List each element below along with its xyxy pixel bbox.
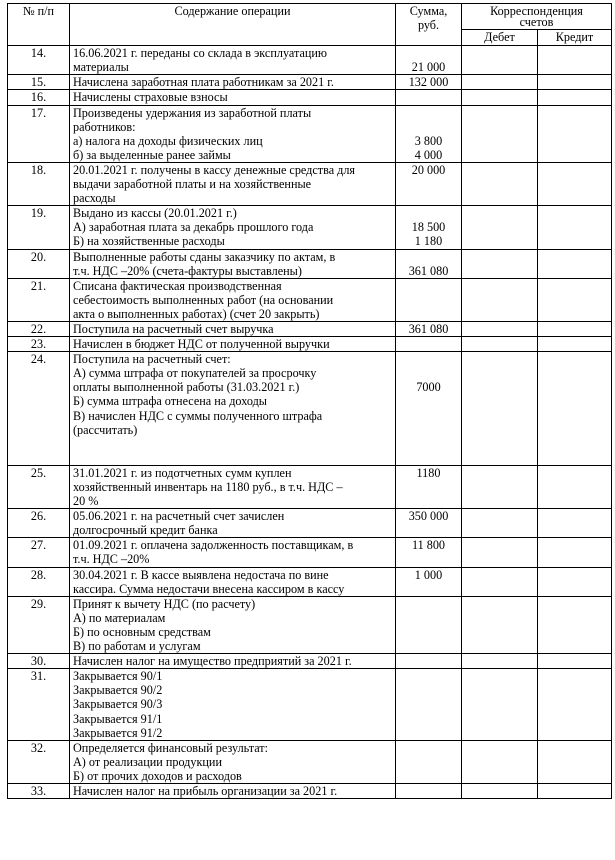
credit-cell[interactable] — [538, 162, 612, 205]
row-number: 32. — [8, 740, 70, 783]
header-number — [8, 4, 70, 46]
sum-line: 7000 — [416, 380, 441, 395]
credit-cell[interactable] — [538, 278, 612, 321]
operation-description — [70, 337, 396, 352]
row-number: 16. — [8, 90, 70, 105]
operation-line: Б) сумма штрафа отнесена на доходы — [73, 394, 267, 409]
sum-line — [399, 480, 458, 494]
credit-cell[interactable] — [538, 740, 612, 783]
sum-line — [399, 177, 458, 191]
sum-line: 1 180 — [414, 234, 443, 249]
header-corr-line2: счетов — [519, 15, 554, 30]
credit-cell[interactable] — [538, 75, 612, 90]
header-sum-line2: руб. — [417, 18, 440, 33]
operation-sum — [396, 567, 462, 596]
operation-sum — [396, 90, 462, 105]
header-correspondence — [462, 4, 612, 30]
operation-line: Начислен налог на прибыль организации за 2021 г. — [73, 783, 338, 798]
operation-line: оплаты выполненной работы (31.03.2021 г.) — [73, 380, 300, 395]
sum-line: 11 800 — [411, 538, 446, 553]
header-debit-label: Дебет — [484, 30, 515, 45]
table-row — [8, 90, 612, 105]
table-row — [8, 352, 612, 466]
credit-cell[interactable] — [538, 465, 612, 508]
operation-description — [70, 740, 396, 783]
operation-line: кассира. Сумма недостачи внесена кассиром в кассу — [73, 581, 345, 596]
operation-description — [70, 596, 396, 653]
sum-line — [399, 769, 458, 783]
operation-line: работников: — [73, 119, 136, 134]
debit-cell[interactable] — [462, 654, 538, 669]
table-body — [8, 46, 612, 799]
credit-cell[interactable] — [538, 249, 612, 278]
operation-line: А) по материалам — [73, 610, 166, 625]
sum-line — [399, 683, 458, 697]
operation-line: расходы — [73, 191, 116, 206]
operation-description — [70, 669, 396, 740]
operation-description — [70, 249, 396, 278]
row-number: 33. — [8, 783, 70, 798]
operation-description — [70, 538, 396, 567]
debit-cell[interactable] — [462, 596, 538, 653]
operation-line: б) за выделенные ранее займы — [73, 147, 231, 162]
table-row — [8, 321, 612, 336]
credit-cell[interactable] — [538, 352, 612, 466]
operation-line: Поступила на расчетный счет выручка — [73, 321, 274, 336]
operation-line: В) начислен НДС с суммы полученного штрафа — [73, 408, 323, 423]
sum-line: 18 500 — [411, 220, 446, 235]
sum-line: 4 000 — [414, 147, 443, 162]
operation-line: 05.06.2021 г. на расчетный счет зачислен — [73, 509, 285, 524]
credit-cell[interactable] — [538, 206, 612, 249]
debit-cell[interactable] — [462, 105, 538, 162]
debit-cell[interactable] — [462, 669, 538, 740]
operation-line: а) налога на доходы физических лиц — [73, 133, 263, 148]
sum-line — [399, 755, 458, 769]
sum-line — [399, 120, 458, 134]
operation-line: Списана фактическая производственная — [73, 278, 282, 293]
operation-sum — [396, 740, 462, 783]
debit-cell[interactable] — [462, 352, 538, 466]
sum-line: 1 000 — [414, 567, 443, 582]
operation-line: 20 % — [73, 494, 99, 509]
operation-description — [70, 783, 396, 798]
operation-line: Закрывается 91/1 — [73, 711, 163, 726]
sum-line — [399, 191, 458, 205]
debit-cell[interactable] — [462, 249, 538, 278]
operation-line: выдачи заработной платы и на хозяйственные — [73, 177, 312, 192]
header-sum — [396, 4, 462, 46]
sum-line — [399, 611, 458, 625]
credit-cell[interactable] — [538, 596, 612, 653]
sum-line — [399, 409, 458, 423]
operation-sum — [396, 162, 462, 205]
sum-line: 350 000 — [408, 509, 449, 524]
sum-line — [399, 523, 458, 537]
operation-sum — [396, 669, 462, 740]
operation-line: 16.06.2021 г. переданы со склада в эксплуатацию — [73, 46, 328, 61]
row-number: 14. — [8, 46, 70, 75]
sum-line — [399, 307, 458, 321]
operation-sum — [396, 596, 462, 653]
table-row — [8, 465, 612, 508]
operation-description — [70, 278, 396, 321]
header-content-label: Содержание операции — [174, 4, 291, 18]
operation-sum — [396, 337, 462, 352]
debit-cell[interactable] — [462, 162, 538, 205]
sum-line — [399, 741, 458, 755]
operation-description — [70, 105, 396, 162]
sum-line — [399, 582, 458, 596]
sum-line — [399, 394, 458, 408]
debit-cell[interactable] — [462, 567, 538, 596]
sum-line — [399, 552, 458, 566]
header-credit — [538, 30, 612, 46]
debit-cell[interactable] — [462, 509, 538, 538]
debit-cell[interactable] — [462, 206, 538, 249]
header-debit — [462, 30, 538, 46]
operation-sum — [396, 249, 462, 278]
sum-line — [399, 597, 458, 611]
operation-description — [70, 567, 396, 596]
credit-cell[interactable] — [538, 509, 612, 538]
operation-line: 30.04.2021 г. В кассе выявлена недостача по вине — [73, 567, 329, 582]
operation-line: Начислен в бюджет НДС от полученной выручки — [73, 337, 330, 352]
operation-line — [73, 437, 392, 451]
table-row — [8, 162, 612, 205]
header-credit-label: Кредит — [555, 30, 594, 45]
table-row — [8, 46, 612, 75]
row-number: 31. — [8, 669, 70, 740]
debit-cell[interactable] — [462, 90, 538, 105]
sum-line — [399, 625, 458, 639]
operation-line: Закрывается 90/1 — [73, 669, 163, 684]
credit-cell[interactable] — [538, 105, 612, 162]
operation-sum — [396, 75, 462, 90]
operation-sum — [396, 206, 462, 249]
operation-line: т.ч. НДС –20% — [73, 552, 150, 567]
credit-cell[interactable] — [538, 321, 612, 336]
table-row — [8, 75, 612, 90]
sum-line: 20 000 — [411, 162, 446, 177]
operation-line: А) от реализации продукции — [73, 754, 222, 769]
operation-line: хозяйственный инвентарь на 1180 руб., в т.ч. НДС – — [73, 480, 343, 494]
sum-line — [399, 784, 458, 798]
operation-line: А) заработная плата за декабрь прошлого года — [73, 220, 314, 235]
row-number: 20. — [8, 249, 70, 278]
row-number: 28. — [8, 567, 70, 596]
sum-line: 3 800 — [414, 133, 443, 148]
sum-line — [399, 337, 458, 351]
debit-cell[interactable] — [462, 465, 538, 508]
row-number: 29. — [8, 596, 70, 653]
operation-line: А) сумма штрафа от покупателей за просрочку — [73, 366, 317, 381]
row-number: 21. — [8, 278, 70, 321]
operation-line: Б) на хозяйственные расходы — [73, 234, 225, 249]
sum-line — [399, 726, 458, 740]
sum-line — [399, 206, 458, 220]
credit-cell[interactable] — [538, 567, 612, 596]
operation-description — [70, 46, 396, 75]
table-row — [8, 105, 612, 162]
row-number: 25. — [8, 465, 70, 508]
sum-line — [399, 451, 458, 465]
row-number: 22. — [8, 321, 70, 336]
debit-cell[interactable] — [462, 75, 538, 90]
sum-line — [399, 639, 458, 653]
operation-line: 20.01.2021 г. получены в кассу денежные средства для — [73, 162, 356, 177]
operation-line: Поступила на расчетный счет: — [73, 352, 231, 367]
operation-line: Произведены удержания из заработной платы — [73, 105, 312, 120]
credit-cell[interactable] — [538, 337, 612, 352]
table-row — [8, 249, 612, 278]
sum-line — [399, 669, 458, 683]
sum-line — [399, 366, 458, 380]
sum-line — [399, 90, 458, 104]
credit-cell[interactable] — [538, 669, 612, 740]
operation-line — [73, 451, 392, 465]
operation-line: материалы — [73, 60, 129, 75]
operation-line: себестоимость выполненных работ (на основании — [73, 292, 334, 307]
sum-line — [399, 279, 458, 293]
operation-line: Выполненные работы сданы заказчику по актам, в — [73, 249, 336, 264]
table-row — [8, 337, 612, 352]
row-number: 30. — [8, 654, 70, 669]
table-row — [8, 740, 612, 783]
row-number: 17. — [8, 105, 70, 162]
operation-description — [70, 75, 396, 90]
table-row — [8, 783, 612, 798]
operation-description — [70, 352, 396, 466]
operation-sum — [396, 46, 462, 75]
operation-sum — [396, 321, 462, 336]
operation-description — [70, 206, 396, 249]
header-content — [70, 4, 396, 46]
operation-line: долгосрочный кредит банка — [73, 523, 218, 538]
operation-line: В) по работам и услугам — [73, 639, 201, 654]
sum-line: 1180 — [416, 465, 441, 480]
table-row — [8, 669, 612, 740]
sum-line — [399, 293, 458, 307]
operation-line: т.ч. НДС –20% (счета-фактуры выставлены) — [73, 263, 302, 278]
sum-line — [399, 654, 458, 668]
sum-line — [399, 250, 458, 264]
row-number: 26. — [8, 509, 70, 538]
sum-line — [399, 423, 458, 437]
credit-cell[interactable] — [538, 783, 612, 798]
table-row — [8, 509, 612, 538]
operation-line: (рассчитать) — [73, 422, 138, 437]
header-number-label: № п/п — [22, 4, 55, 18]
header-sum-line1: Сумма, — [409, 4, 448, 18]
sum-line — [399, 106, 458, 120]
operation-sum — [396, 783, 462, 798]
header-corr-line1: Корреспонденция — [490, 4, 583, 18]
debit-cell[interactable] — [462, 278, 538, 321]
row-number: 23. — [8, 337, 70, 352]
operation-sum — [396, 105, 462, 162]
row-number: 24. — [8, 352, 70, 466]
credit-cell[interactable] — [538, 90, 612, 105]
operation-sum — [396, 509, 462, 538]
operation-line: Б) от прочих доходов и расходов — [73, 768, 242, 783]
operation-line: 01.09.2021 г. оплачена задолженность поставщикам, в — [73, 538, 354, 553]
sum-line: 361 080 — [408, 321, 449, 336]
operations-table — [7, 3, 612, 799]
operation-line: Начислены страховые взносы — [73, 90, 228, 105]
operation-sum — [396, 352, 462, 466]
operation-line: Закрывается 91/2 — [73, 725, 163, 740]
sum-line: 132 000 — [408, 75, 449, 90]
table-row — [8, 654, 612, 669]
table-row — [8, 596, 612, 653]
debit-cell[interactable] — [462, 46, 538, 75]
credit-cell[interactable] — [538, 46, 612, 75]
sum-line: 361 080 — [408, 263, 449, 278]
debit-cell[interactable] — [462, 740, 538, 783]
row-number: 15. — [8, 75, 70, 90]
table-row — [8, 206, 612, 249]
debit-cell[interactable] — [462, 321, 538, 336]
operation-line: акта о выполненных работах) (счет 20 закрыть) — [73, 306, 320, 321]
table-row — [8, 567, 612, 596]
operation-line: Определяется финансовый результат: — [73, 740, 269, 755]
operation-line: 31.01.2021 г. из подотчетных сумм куплен — [73, 465, 292, 480]
operation-line: Начислен налог на имущество предприятий за 2021 г. — [73, 654, 352, 669]
sum-line — [399, 46, 458, 60]
operation-description — [70, 321, 396, 336]
operation-line: Начислена заработная плата работникам за 2021 г. — [73, 75, 334, 90]
operation-line: Закрывается 90/2 — [73, 683, 163, 698]
operation-description — [70, 162, 396, 205]
row-number: 27. — [8, 538, 70, 567]
operation-sum — [396, 278, 462, 321]
row-number: 19. — [8, 206, 70, 249]
operation-line: Принят к вычету НДС (по расчету) — [73, 596, 256, 611]
table-row — [8, 538, 612, 567]
sum-line — [399, 352, 458, 366]
operation-sum — [396, 538, 462, 567]
debit-cell[interactable] — [462, 783, 538, 798]
operation-description — [70, 90, 396, 105]
debit-cell[interactable] — [462, 337, 538, 352]
sum-line — [399, 437, 458, 451]
operation-line: Б) по основным средствам — [73, 624, 211, 639]
sum-line — [399, 494, 458, 508]
operation-line: Выдано из кассы (20.01.2021 г.) — [73, 206, 237, 221]
sum-line: 21 000 — [411, 60, 446, 75]
operation-description — [70, 465, 396, 508]
operation-description — [70, 509, 396, 538]
operation-line: Закрывается 90/3 — [73, 697, 163, 712]
operation-description — [70, 654, 396, 669]
row-number: 18. — [8, 162, 70, 205]
operation-sum — [396, 465, 462, 508]
debit-cell[interactable] — [462, 538, 538, 567]
credit-cell[interactable] — [538, 654, 612, 669]
sum-line — [399, 697, 458, 711]
sum-line — [399, 712, 458, 726]
table-row — [8, 278, 612, 321]
credit-cell[interactable] — [538, 538, 612, 567]
operation-sum — [396, 654, 462, 669]
